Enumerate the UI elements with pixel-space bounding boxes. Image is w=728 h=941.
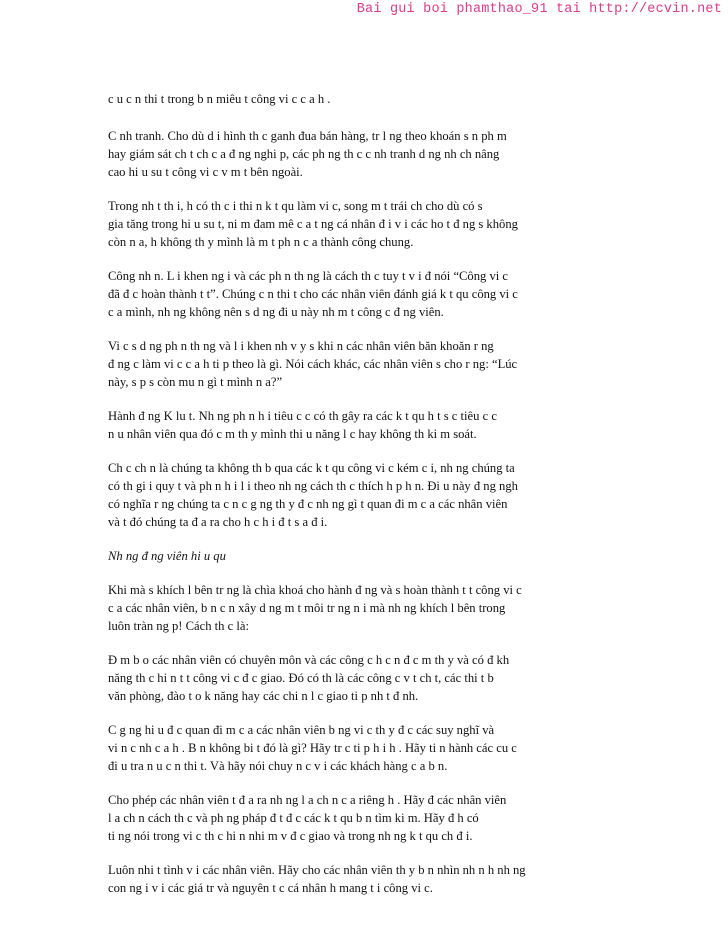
text-line: Hành đ ng K lu t. Nh ng ph n h i tiêu c c có th gây ra các k t qu h t s c tiêu c c: [108, 409, 497, 423]
section-heading: [108, 547, 628, 565]
paragraph: [108, 581, 628, 635]
text-line: Công nh n. L i khen ng i và các ph n th ng là cách th c tuy t v i đ nói “Công vi c: [108, 269, 509, 283]
paragraph: [108, 90, 628, 108]
text-line: C g ng hi u đ c quan đi m c a các nhân viên b ng vi c th y đ c các suy nghĩ và: [108, 723, 495, 737]
text-line: năng th c hi n t t công vi c đ c giao. Đó có th là các công c v t ch t, các thi t b: [108, 671, 494, 685]
text-line: đi u tra n u c n thi t. Và hãy nói chuy n c v i các khách hàng c a b n.: [108, 759, 448, 773]
text-line: con ng i v i các giá tr và nguyên t c cá nhân h mang t i công vi c.: [108, 881, 433, 895]
text-line: gia tăng trong hi u su t, ni m đam mê c a t ng cá nhân đ i v i các ho t đ ng s không: [108, 217, 518, 231]
text-line: Vi c s d ng ph n th ng và l i khen nh v y s khi n các nhân viên băn khoăn r ng: [108, 339, 494, 353]
paragraph: [108, 651, 628, 705]
watermark-text: Bai gui boi phamthao_91 tai http://ecvin.net: [356, 2, 722, 17]
text-line: c u c n thi t trong b n miêu t công vi c c a h .: [108, 92, 331, 106]
text-line: n u nhân viên qua đó c m th y mình thi u năng l c hay không th ki m soát.: [108, 427, 477, 441]
text-line: Cho phép các nhân viên t đ a ra nh ng l a ch n c a riêng h . Hãy đ các nhân viên: [108, 793, 507, 807]
text-line: c a các nhân viên, b n c n xây d ng m t môi tr ng n i mà nh ng khích l bên trong: [108, 601, 506, 615]
text-line: đã đ c hoàn thành t t”. Chúng c n thi t cho các nhân viên đánh giá k t qu công vi c: [108, 287, 518, 301]
text-line: Khi mà s khích l bên tr ng là chìa khoá cho hành đ ng và s hoàn thành t t công vi c: [108, 583, 522, 597]
document-body: [108, 90, 628, 913]
paragraph: [108, 197, 628, 251]
text-line: đ ng c làm vi c c a h ti p theo là gì. Nói cách khác, các nhân viên s cho r ng: “Lúc: [108, 357, 518, 371]
text-line: C nh tranh. Cho dù d i hình th c ganh đua bán hàng, tr l ng theo khoán s n ph m: [108, 129, 507, 143]
paragraph: [108, 407, 628, 443]
text-line: vi n c nh c a h . B n không bi t đó là gì? Hãy tr c ti p h i h . Hãy ti n hành các cu c: [108, 741, 517, 755]
paragraph: [108, 861, 628, 897]
text-line: này, s p s còn mu n gì t mình n a?”: [108, 375, 283, 389]
text-line: văn phòng, đào t o k năng hay các chi n l c giao ti p nh t đ nh.: [108, 689, 419, 703]
text-line: ti ng nói trong vi c th c hi n nhi m v đ c giao và trong nh ng k t qu ch đ i.: [108, 829, 473, 843]
text-line: hay giám sát ch t ch c a đ ng nghi p, các ph ng th c c nh tranh d ng nh ch nâng: [108, 147, 500, 161]
paragraph: [108, 721, 628, 775]
text-line: Trong nh t th i, h có th c i thi n k t qu làm vi c, song m t trái ch cho dù có s: [108, 199, 483, 213]
text-line: Ch c ch n là chúng ta không th b qua các k t qu công vi c kém c i, nh ng chúng ta: [108, 461, 515, 475]
text-line: Luôn nhi t tình v i các nhân viên. Hãy cho các nhân viên th y b n nhìn nh n h nh ng: [108, 863, 526, 877]
text-line: có th gi i quy t và ph n h i l i theo nh ng cách th c thích h p h n. Đi u này đ ng ngh: [108, 479, 518, 493]
text-line: cao hi u su t công vi c v m t bên ngoài.: [108, 165, 303, 179]
text-line: Đ m b o các nhân viên có chuyên môn và các công c h c n đ c m th y và có đ kh: [108, 653, 510, 667]
text-line: và t đó chúng ta đ a ra cho h c h i đ t s a đ i.: [108, 515, 328, 529]
paragraph: [108, 459, 628, 531]
paragraph: [108, 127, 628, 181]
paragraph: [108, 791, 628, 845]
paragraph: [108, 337, 628, 391]
paragraph: [108, 267, 628, 321]
text-line: còn n a, h không th y mình là m t ph n c a thành công chung.: [108, 235, 414, 249]
text-line: có nghĩa r ng chúng ta c n c g ng th y đ c nh ng gì t quan đi m c a các nhân viên: [108, 497, 508, 511]
text-line: c a mình, nh ng không nên s d ng đi u này nh m t công c đ ng viên.: [108, 305, 444, 319]
text-line: luôn tràn ng p! Cách th c là:: [108, 619, 249, 633]
text-line: l a ch n cách th c và ph ng pháp đ t đ c các k t qu b n tìm ki m. Hãy đ h có: [108, 811, 479, 825]
text-line: Nh ng đ ng viên hi u qu: [108, 549, 226, 563]
